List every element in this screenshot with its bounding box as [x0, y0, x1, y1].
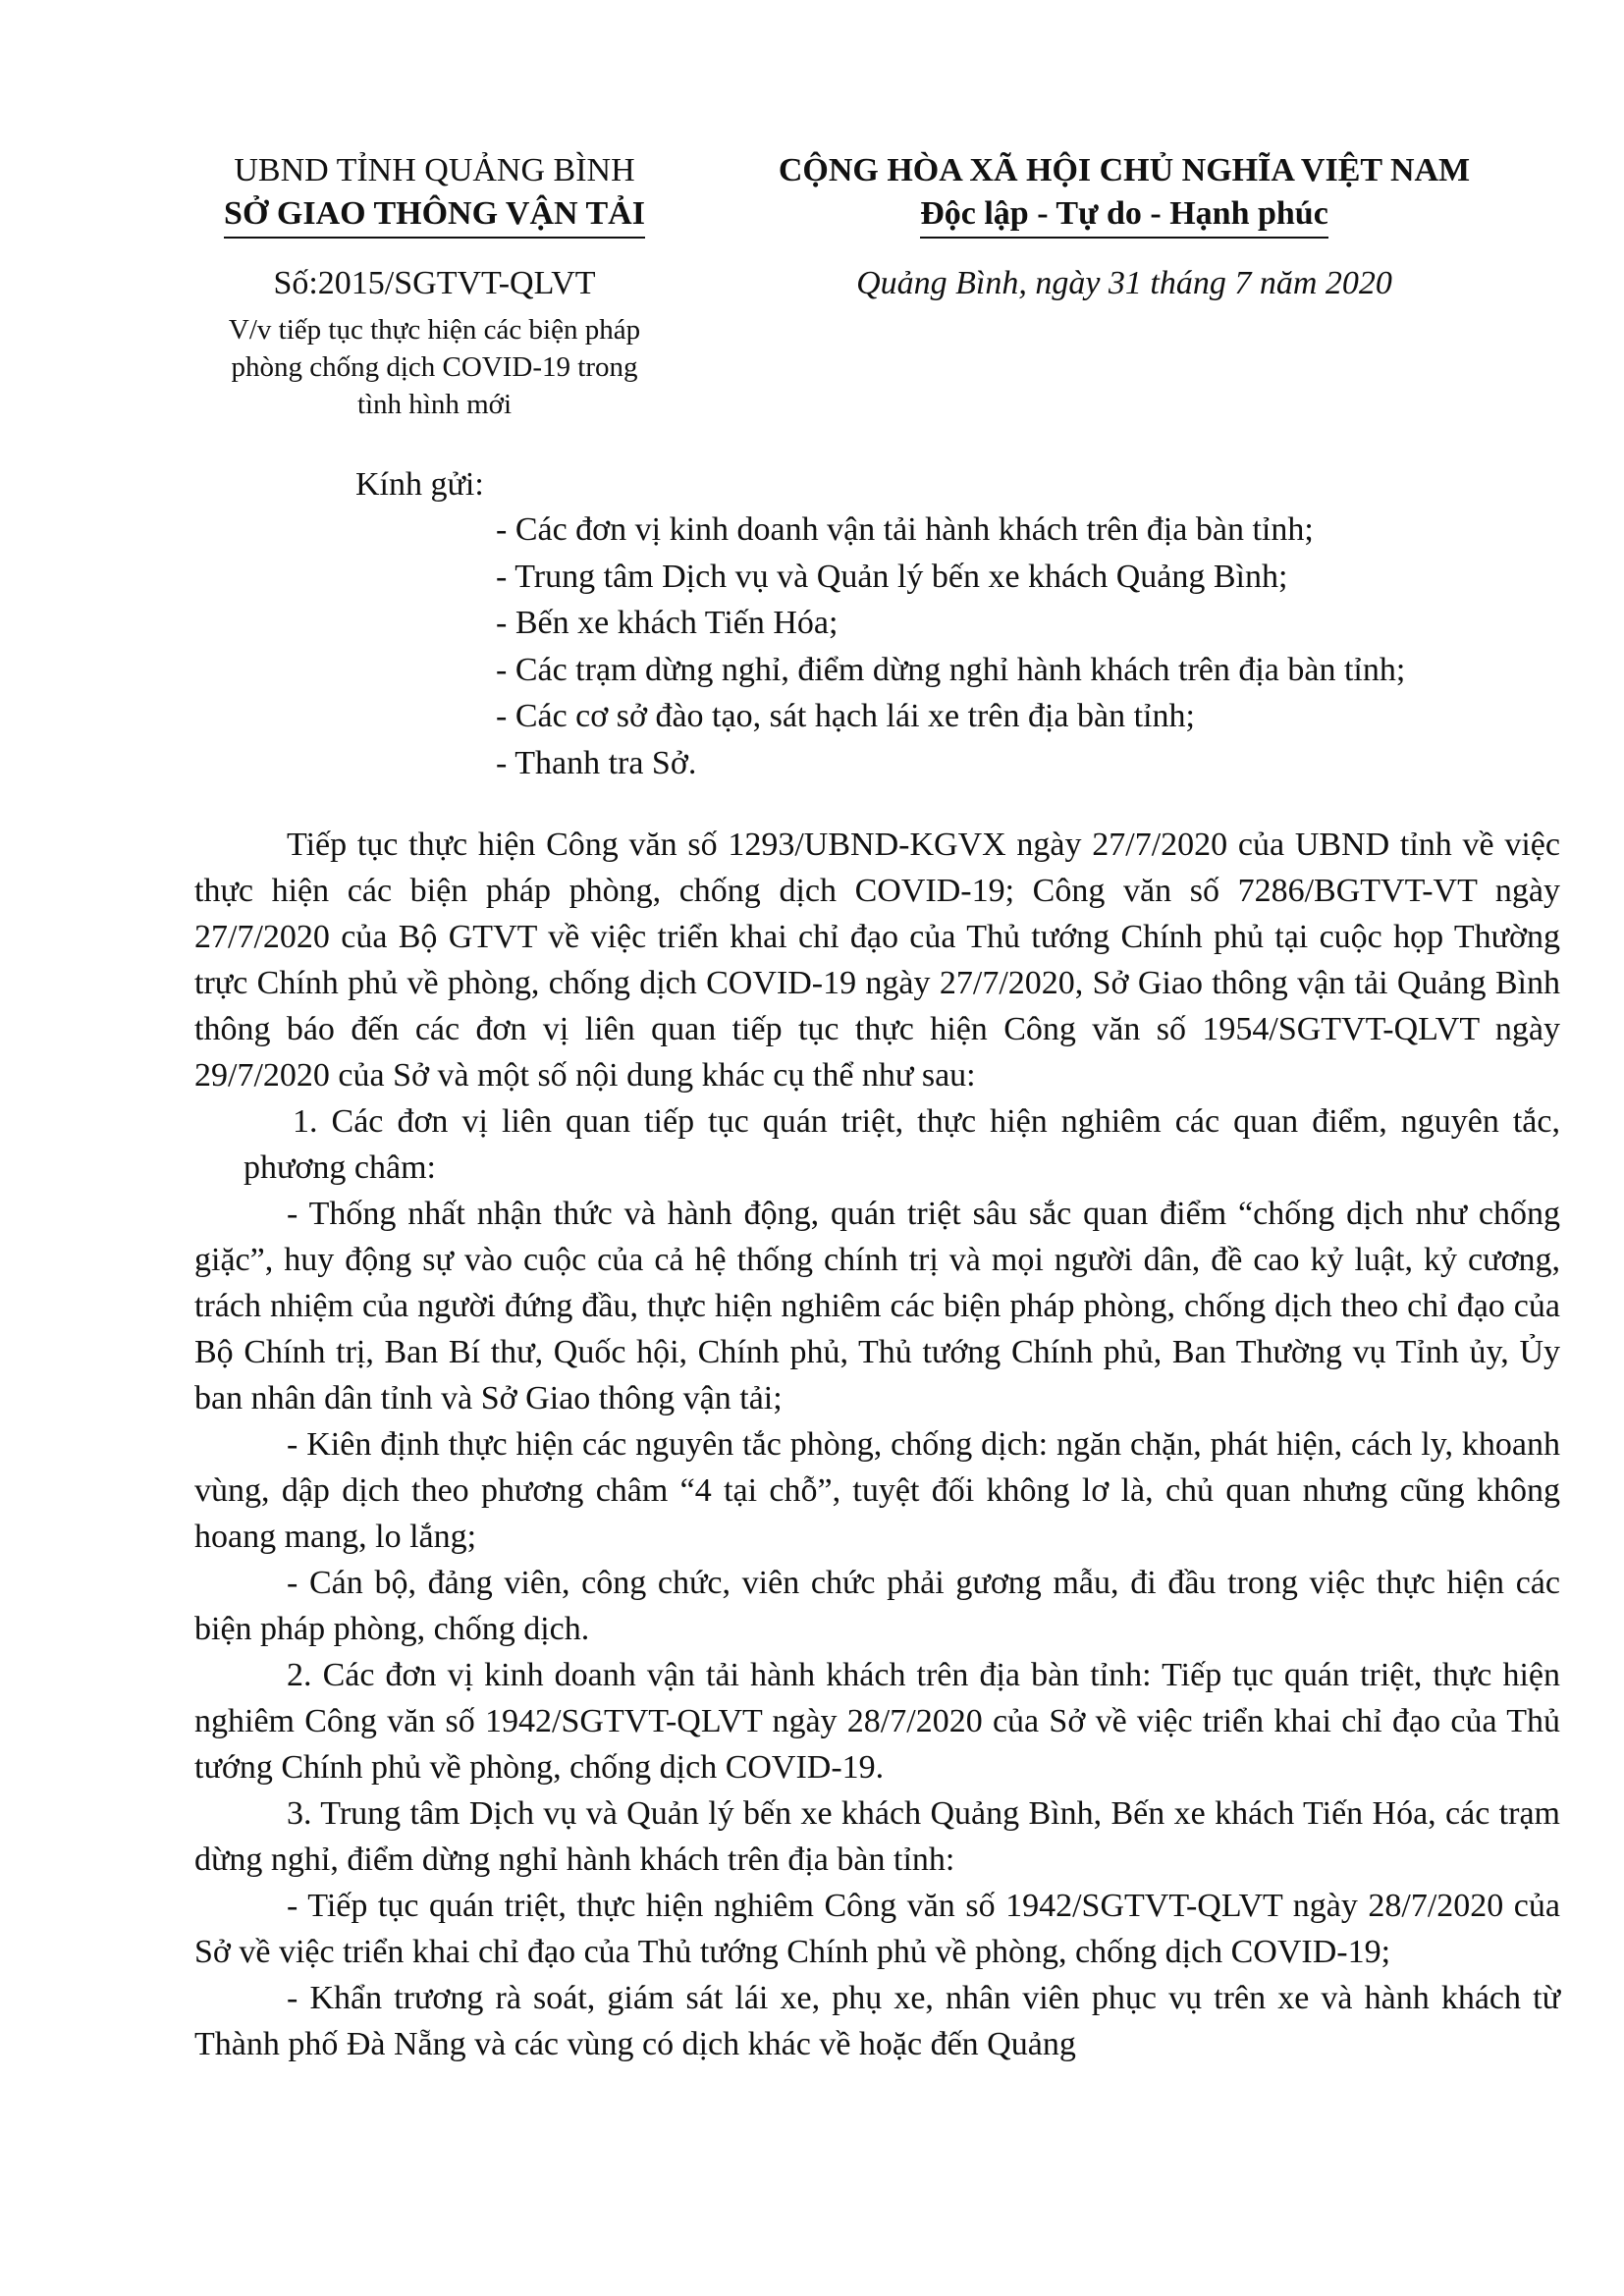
national-motto-text: Độc lập - Tự do - Hạnh phúc — [920, 192, 1328, 239]
recipient-item: - Các cơ sở đào tạo, sát hạch lái xe trên địa bàn tỉnh; — [496, 698, 1195, 735]
recipient-item: - Các đơn vị kinh doanh vận tải hành khách trên địa bàn tỉnh; — [496, 511, 1314, 548]
national-motto — [677, 192, 1571, 239]
intro-paragraph: Tiếp tục thực hiện Công văn số 1293/UBND-KGVX ngày 27/7/2020 của UBND tỉnh về việc thực hiện các biện pháp phòng, chống dịch COVID-19; Công văn số 7286/BGTVT-VT ngày 27/7/2020 của Bộ GTVT về việc triển khai chỉ đạo của Thủ tướng Chính phủ tại cuộc họp Thường trực Chính phủ về phòng, chống dịch COVID-19 ngày 27/7/2020, Sở Giao thông vận tải Quảng Bình thông báo đến các đơn vị liên quan tiếp tục thực hiện Công văn số 1954/SGTVT-QLVT ngày 29/7/2020 của Sở và một số nội dung khác cụ thể như sau: — [194, 827, 1560, 1094]
issuer-block — [187, 149, 682, 423]
document-number: Số:2015/SGTVT-QLVT — [273, 265, 596, 301]
recipient-item: - Bến xe khách Tiến Hóa; — [496, 605, 839, 642]
recipients-list — [496, 507, 1556, 787]
nation-name: CỘNG HÒA XÃ HỘI CHỦ NGHĨA VIỆT NAM — [778, 152, 1471, 188]
parent-organization: UBND TỈNH QUẢNG BÌNH — [234, 152, 635, 188]
section-3-bullet: - Tiếp tục quán triệt, thực hiện nghiêm Công văn số 1942/SGTVT-QLVT ngày 28/7/2020 của Sở về việc triển khai chỉ đạo của Thủ tướng Chính phủ về phòng, chống dịch COVID-19; — [194, 1888, 1560, 1970]
section-3: 3. Trung tâm Dịch vụ và Quản lý bến xe khách Quảng Bình, Bến xe khách Tiến Hóa, các trạm dừng nghỉ, điểm dừng nghỉ hành khách trên địa bàn tỉnh: — [194, 1795, 1560, 1878]
subject-line: tình hình mới — [356, 389, 513, 420]
issuing-organization — [187, 192, 682, 239]
recipient-item: - Thanh tra Sở. — [496, 744, 697, 781]
document-body — [194, 822, 1560, 2067]
recipients-label: Kính gửi: — [355, 466, 484, 503]
subject-line: V/v tiếp tục thực hiện các biện pháp — [228, 314, 641, 346]
section-1-bullet: - Cán bộ, đảng viên, công chức, viên chức phải gương mẫu, đi đầu trong việc thực hiện các biện pháp phòng, chống dịch. — [194, 1565, 1560, 1647]
issuing-organization-name: SỞ GIAO THÔNG VẬN TẢI — [224, 192, 645, 239]
section-2: 2. Các đơn vị kinh doanh vận tải hành khách trên địa bàn tỉnh: Tiếp tục quán triệt, thực hiện nghiêm Công văn số 1942/SGTVT-QLVT ngày 28/7/2020 của Sở về việc triển khai chỉ đạo của Thủ tướng Chính phủ về phòng, chống dịch COVID-19. — [194, 1657, 1560, 1786]
place-and-date: Quảng Bình, ngày 31 tháng 7 năm 2020 — [856, 265, 1392, 301]
national-heading-block — [677, 149, 1571, 305]
recipient-item: - Các trạm dừng nghỉ, điểm dừng nghỉ hành khách trên địa bàn tỉnh; — [496, 651, 1406, 688]
recipient-item: - Trung tâm Dịch vụ và Quản lý bến xe khách Quảng Bình; — [496, 558, 1288, 595]
section-1-bullet: - Thống nhất nhận thức và hành động, quán triệt sâu sắc quan điểm “chống dịch như chống giặc”, huy động sự vào cuộc của cả hệ thống chính trị và mọi người dân, đề cao kỷ luật, kỷ cương, trách nhiệm của người đứng đầu, thực hiện nghiêm các biện pháp phòng, chống dịch theo chỉ đạo của Bộ Chính trị, Ban Bí thư, Quốc hội, Chính phủ, Thủ tướng Chính phủ, Ban Thường vụ Tỉnh ủy, Ủy ban nhân dân tỉnh và Sở Giao thông vận tải; — [194, 1196, 1560, 1416]
section-1: 1. Các đơn vị liên quan tiếp tục quán triệt, thực hiện nghiêm các quan điểm, nguyên tắc, phương châm: — [244, 1103, 1560, 1186]
section-3-bullet: - Khẩn trương rà soát, giám sát lái xe, phụ xe, nhân viên phục vụ trên xe và hành khách từ Thành phố Đà Nẵng và các vùng có dịch khác về hoặc đến Quảng — [194, 1980, 1560, 2062]
section-1-bullet: - Kiên định thực hiện các nguyên tắc phòng, chống dịch: ngăn chặn, phát hiện, cách ly, khoanh vùng, dập dịch theo phương châm “4 tại chỗ”, tuyệt đối không lơ là, chủ quan nhưng cũng không hoang mang, lo lắng; — [194, 1426, 1560, 1555]
subject-line: phòng chống dịch COVID-19 trong — [231, 351, 638, 383]
document-subject — [187, 311, 682, 423]
